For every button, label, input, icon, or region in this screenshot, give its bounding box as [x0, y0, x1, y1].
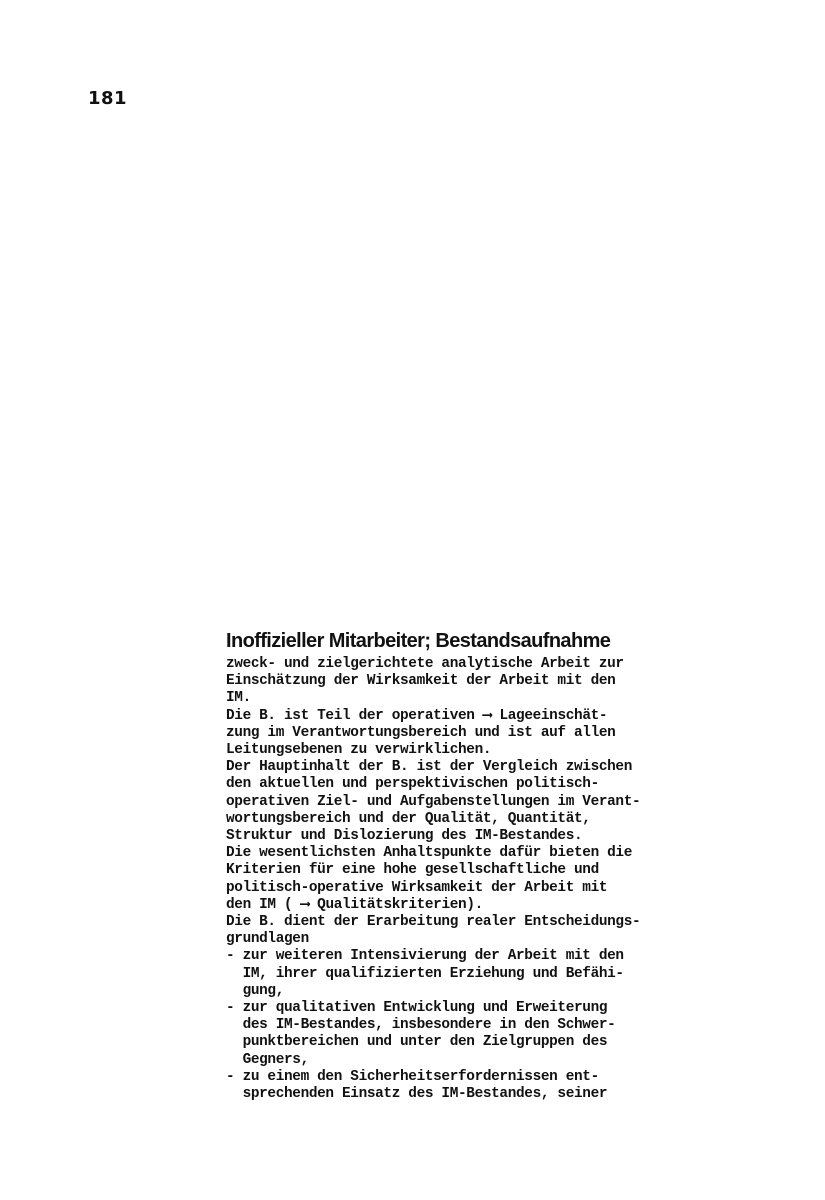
body-line: den IM ( ⟶ Qualitätskriterien). [226, 896, 483, 913]
list-item: punktbereichen und unter den Zielgruppen des [226, 1034, 608, 1051]
list-item: des IM-Bestandes, insbesondere in den Schwer- [226, 1017, 616, 1034]
dictionary-entry [226, 628, 746, 1103]
body-line: grundlagen [226, 931, 309, 948]
body-line: zung im Verantwortungsbereich und ist auf allen [226, 724, 616, 741]
body-line: zweck- und zielgerichtete analytische Arbeit zur [226, 656, 624, 672]
list-item: Gegners, [226, 1051, 309, 1068]
body-line: Kriterien für eine hohe gesellschaftliche und [226, 862, 599, 879]
list-item: IM, ihrer qualifizierten Erziehung und Befähi- [226, 965, 624, 982]
list-item: - zu einem den Sicherheitserfordernissen ent- [226, 1068, 599, 1085]
body-line: politisch-operative Wirksamkeit der Arbeit mit [226, 879, 608, 896]
body-line: den aktuellen und perspektivischen politisch- [226, 776, 599, 793]
body-line: Einschätzung der Wirksamkeit der Arbeit mit den [226, 673, 616, 690]
body-line: Die B. dient der Erarbeitung realer Entscheidungs- [226, 914, 641, 931]
body-line: Der Hauptinhalt der B. ist der Vergleich zwischen [226, 759, 633, 776]
list-item: sprechenden Einsatz des IM-Bestandes, seiner [226, 1086, 608, 1103]
page-number: 181 [88, 88, 128, 109]
body-line: Struktur und Dislozierung des IM-Bestandes. [226, 828, 583, 845]
body-line: wortungsbereich und der Qualität, Quantität, [226, 810, 591, 827]
list-item: - zur weiteren Intensivierung der Arbeit mit den [226, 948, 624, 965]
list-item: - zur qualitativen Entwicklung und Erweiterung [226, 1000, 608, 1017]
entry-title: Inoffizieller Mitarbeiter; Bestandsaufnahme [226, 630, 611, 652]
entry-body [226, 656, 746, 1103]
list-item: gung, [226, 982, 285, 999]
body-line: Leitungsebenen zu verwirklichen. [226, 742, 492, 759]
body-line: operativen Ziel- und Aufgabenstellungen im Verant- [226, 793, 641, 810]
body-line: IM. [226, 690, 251, 707]
body-line: Die wesentlichsten Anhaltspunkte dafür bieten die [226, 845, 633, 862]
body-line: Die B. ist Teil der operativen ⟶ Lageeinschät- [226, 707, 608, 724]
